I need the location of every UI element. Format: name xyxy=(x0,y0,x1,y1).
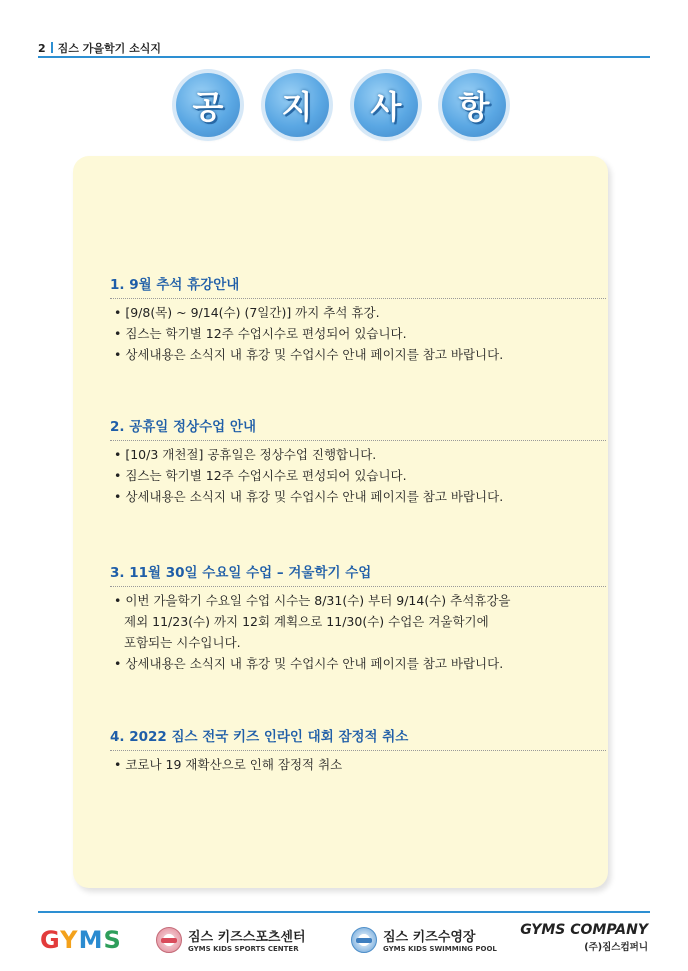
section-line: 포함되는 시수입니다. xyxy=(124,635,241,650)
logo-letter: Y xyxy=(60,926,79,954)
section-line: • 이번 가을학기 수요일 수업 시수는 8/31(수) 부터 9/14(수) 추석휴강을 xyxy=(114,593,511,608)
logo-letter: M xyxy=(78,926,104,954)
section-line: • [10/3 개천절] 공휴일은 정상수업 진행합니다. xyxy=(114,447,377,462)
notice-panel xyxy=(73,156,608,888)
banner-char: 항 xyxy=(458,88,490,126)
notice-section xyxy=(110,725,606,775)
header-rule xyxy=(38,56,650,58)
banner-char: 공 xyxy=(192,88,224,126)
footer-rule xyxy=(38,911,650,913)
sports-center-brand xyxy=(156,924,326,958)
notice-section xyxy=(110,273,606,365)
notice-section xyxy=(110,561,606,674)
sports-center-name: 짐스 키즈스포츠센터 xyxy=(188,930,306,945)
sports-center-english: GYMS KIDS SPORTS CENTER xyxy=(188,945,299,953)
section-line: • 상세내용은 소식지 내 휴강 및 수업시수 안내 페이지를 참고 바랍니다. xyxy=(114,347,504,362)
section-title: 1. 9월 추석 휴강안내 xyxy=(110,273,606,299)
section-line: • 짐스는 학기별 12주 수업시수로 편성되어 있습니다. xyxy=(114,326,407,341)
company-brand xyxy=(520,922,648,953)
page-footer xyxy=(38,920,650,960)
banner-circle xyxy=(176,73,240,137)
banner-circle xyxy=(354,73,418,137)
banner-char: 지 xyxy=(281,88,313,126)
banner-char: 사 xyxy=(370,88,402,126)
section-line: • 상세내용은 소식지 내 휴강 및 수업시수 안내 페이지를 참고 바랍니다. xyxy=(114,489,504,504)
section-line: • 코로나 19 재확산으로 인해 잠정적 취소 xyxy=(114,757,343,772)
section-title: 3. 11월 30일 수요일 수업 – 겨울학기 수업 xyxy=(110,561,606,587)
swimming-pool-brand xyxy=(351,924,501,958)
section-line: • 짐스는 학기별 12주 수업시수로 편성되어 있습니다. xyxy=(114,468,407,483)
swimming-pool-english: GYMS KIDS SWIMMING POOL xyxy=(383,945,497,953)
section-line: 제외 11/23(수) 까지 12회 계획으로 11/30(수) 수업은 겨울학기에 xyxy=(124,614,489,629)
notice-banner xyxy=(0,73,688,137)
company-name: GYMS COMPANY xyxy=(520,922,648,938)
logo-letter: G xyxy=(40,926,61,954)
banner-circle xyxy=(265,73,329,137)
section-title: 4. 2022 짐스 전국 키즈 인라인 대회 잠정적 취소 xyxy=(110,725,606,751)
sports-emblem-icon xyxy=(156,927,182,953)
swimming-pool-name: 짐스 키즈수영장 xyxy=(383,930,476,945)
logo-letter: S xyxy=(103,926,122,954)
newsletter-title: 짐스 가을학기 소식지 xyxy=(57,42,161,55)
notice-section xyxy=(110,415,606,507)
company-korean-name: (주)짐스컴퍼니 xyxy=(584,942,648,953)
banner-circle xyxy=(442,73,506,137)
pool-emblem-icon xyxy=(351,927,377,953)
page-number: 2 xyxy=(38,42,46,55)
header-divider xyxy=(51,42,53,53)
section-line: • 상세내용은 소식지 내 휴강 및 수업시수 안내 페이지를 참고 바랍니다. xyxy=(114,656,504,671)
gyms-logo xyxy=(40,926,122,954)
section-line: • [9/8(목) ~ 9/14(수) (7일간)] 까지 추석 휴강. xyxy=(114,305,380,320)
section-title: 2. 공휴일 정상수업 안내 xyxy=(110,415,606,441)
